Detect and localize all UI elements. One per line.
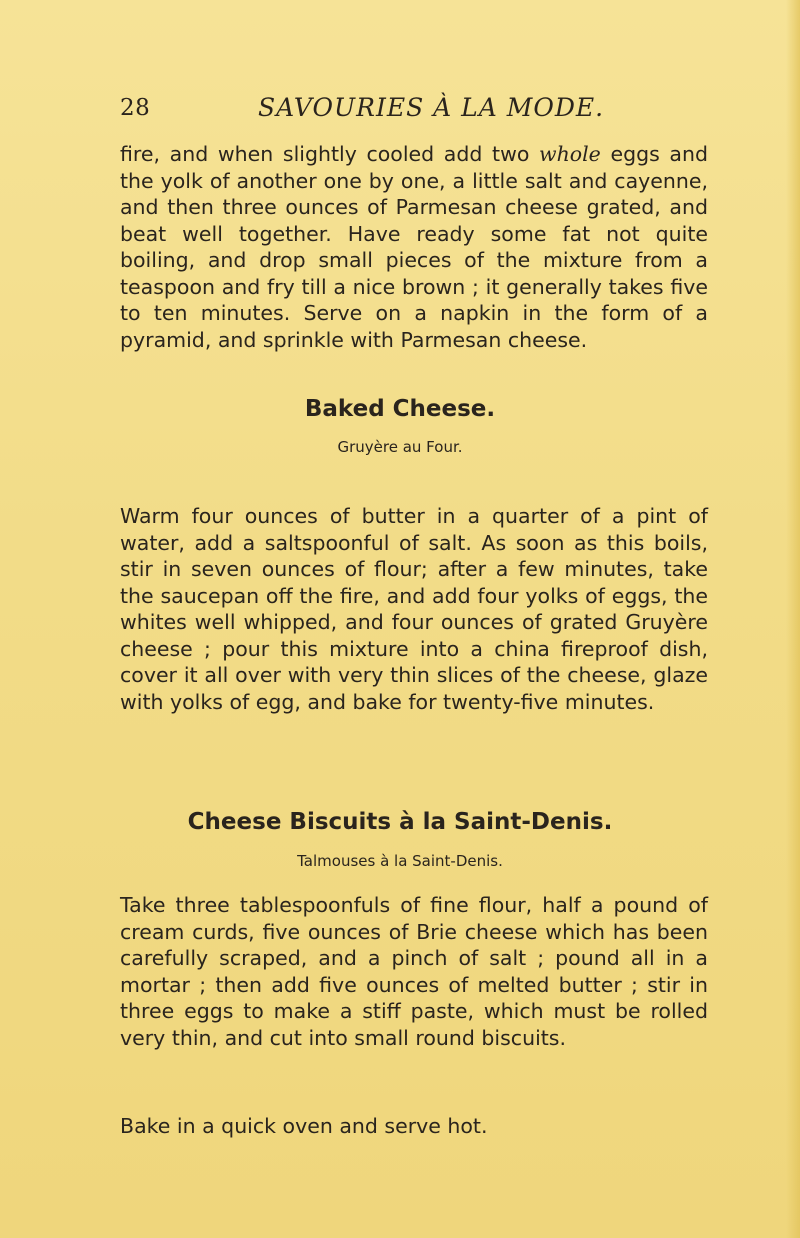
cheese-biscuits-subtitle: Talmouses à la Saint-Denis. (297, 852, 503, 870)
intro-text-end: eggs and the yolk of another one by one, a little salt and cayenne, and then three ounces of Parmesan cheese grated, and beat well together. Have ready some fat not quite boiling, and drop small pieces of the mixture from a teaspoon and fry till a nice brown ; it generally takes five to ten minutes. Serve on a napkin in the form of a pyramid, and sprinkle with Parmesan cheese. (120, 142, 708, 352)
cheese-biscuits-final-line: Bake in a quick oven and serve hot. (120, 1114, 488, 1138)
baked-cheese-title: Baked Cheese. (304, 396, 496, 422)
intro-italic-word: whole (539, 142, 601, 166)
intro-paragraph (120, 141, 708, 353)
running-title: SAVOURIES À LA MODE. (258, 93, 605, 122)
page-edge-shadow (786, 0, 800, 1238)
cheese-biscuits-paragraph: Take three tablespoonfuls of fine flour, half a pound of cream curds, five ounces of Brie cheese which has been carefully scraped, and a pinch of salt ; pound all in a mortar ; then add five ounces of melted butter ; stir in three eggs to make a stiff paste, which must be rolled very thin, and cut into small round biscuits. (120, 893, 708, 1050)
page-header (120, 88, 700, 128)
intro-text-start: fire, and when slightly cooled add two (120, 142, 540, 166)
cheese-biscuits-title: Cheese Biscuits à la Saint-Denis. (187, 809, 613, 835)
page-number: 28 (120, 95, 151, 121)
baked-cheese-paragraph: Warm four ounces of butter in a quarter of a pint of water, add a saltspoonful of salt. As soon as this boils, stir in seven ounces of flour; after a few minutes, take the saucepan off the fire, and add four yolks of eggs, the whites well whipped, and four ounces of grated Gruyère cheese ; pour this mixture into a china fireproof dish, cover it all over with very thin slices of the cheese, glaze with yolks of egg, and bake for twenty-five minutes. (120, 504, 708, 714)
baked-cheese-subtitle: Gruyère au Four. (337, 438, 463, 456)
